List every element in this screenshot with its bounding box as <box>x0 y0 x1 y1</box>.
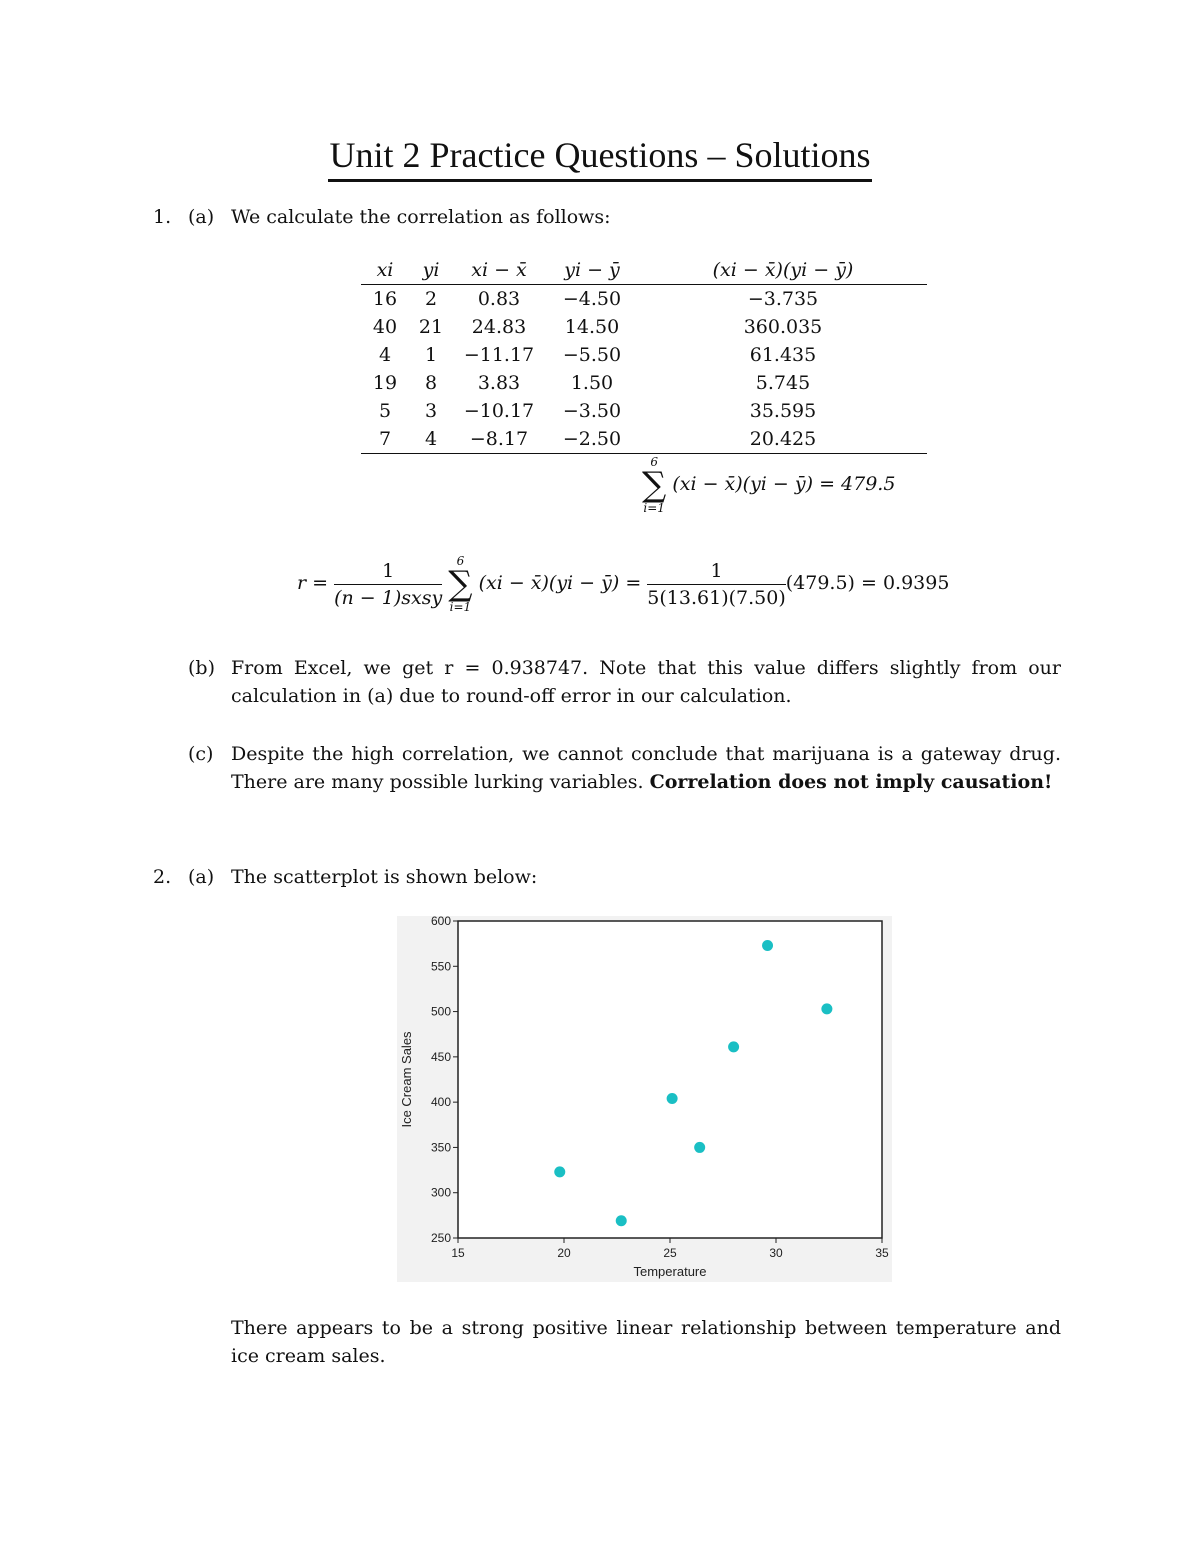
table-cell: 0.83 <box>477 288 521 310</box>
table-cell: 4 <box>378 344 392 366</box>
table-cell: 21 <box>418 316 444 338</box>
table-row <box>361 369 927 397</box>
table-row <box>361 397 927 425</box>
q1a-intro: We calculate the correlation as follows: <box>231 206 611 228</box>
table-cell: 1.50 <box>570 372 614 394</box>
table-cell: 5 <box>378 400 392 422</box>
q1c-text <box>231 740 1061 796</box>
x-tick-label: 30 <box>769 1246 783 1260</box>
r-fraction-1: $\frac{1}{\text{(n − 1)sxsy}}$ <box>334 559 443 609</box>
y-tick-label: 300 <box>430 1185 451 1200</box>
table-cell: 4 <box>409 425 453 454</box>
table-cell: 16 <box>372 288 398 310</box>
q1c-body: Despite the high correlation, we cannot conclude that marijuana is a gateway drug. There are many possible lurking variables. <box>231 743 1061 793</box>
table-cell: −11.17 <box>463 344 535 366</box>
sum-text: (xi − x̄)(yi − ȳ) = 479.5 <box>672 473 896 495</box>
y-tick-label: 550 <box>430 959 451 974</box>
table-cell: 35.595 <box>749 400 817 422</box>
y-tick-label: 600 <box>430 916 451 928</box>
data-point <box>694 1142 705 1153</box>
r-lhs: r = <box>297 572 329 594</box>
table-header-cell: (xi − x̄)(yi − ȳ) <box>639 256 927 285</box>
table-header-cell: yi − ȳ <box>545 256 639 285</box>
table-cell: −3.50 <box>562 400 622 422</box>
q1a-label: (a) <box>188 206 215 228</box>
table-cell: 40 <box>372 316 398 338</box>
table-row <box>361 425 927 454</box>
scatterplot <box>397 916 892 1282</box>
data-point <box>821 1003 832 1014</box>
x-axis-label: Temperature <box>633 1264 707 1279</box>
data-point <box>554 1166 565 1177</box>
table-cell: 3.83 <box>477 372 521 394</box>
sum-expression <box>642 456 895 514</box>
table-header-cell: xi <box>361 256 409 285</box>
r-fraction-2: $\frac{1}{5(13.61)(7.50)}$ <box>647 559 786 609</box>
table-cell: −8.17 <box>453 425 545 454</box>
x-tick-label: 35 <box>875 1246 889 1260</box>
table-header-cell: yi <box>409 256 453 285</box>
q1c-label: (c) <box>188 743 214 765</box>
y-tick-label: 500 <box>430 1004 451 1019</box>
q1b-label: (b) <box>188 657 215 679</box>
y-tick-label: 450 <box>430 1049 451 1064</box>
sum-sigma: 6 ∑ i=1 <box>642 455 667 515</box>
table-cell: 7 <box>361 425 409 454</box>
table-cell: −4.50 <box>562 288 622 310</box>
r-sum-text: (xi − x̄)(yi − ȳ) = <box>478 572 642 594</box>
q2a-label: (a) <box>188 866 215 888</box>
x-tick-label: 25 <box>663 1246 677 1260</box>
table-cell: 24.83 <box>471 316 527 338</box>
table-cell: 14.50 <box>564 316 620 338</box>
data-point <box>762 940 773 951</box>
y-tick-label: 400 <box>430 1095 451 1110</box>
table-cell: 8 <box>424 372 438 394</box>
table-row <box>361 313 927 341</box>
plot-area <box>458 921 882 1238</box>
table-cell: 20.425 <box>639 425 927 454</box>
q2a-intro: The scatterplot is shown below: <box>231 866 538 888</box>
x-tick-label: 20 <box>557 1246 571 1260</box>
table-row <box>361 285 927 314</box>
y-tick-label: 250 <box>430 1231 451 1245</box>
correlation-table <box>361 256 927 454</box>
table-cell: 19 <box>372 372 398 394</box>
r-sigma: 6 ∑ i=1 <box>448 554 473 614</box>
q1-number: 1. <box>153 206 172 228</box>
table-cell: −5.50 <box>562 344 622 366</box>
q1b-text: From Excel, we get r = 0.938747. Note that this value differs slightly from our calculation in (a) due to round-off error in our calculation. <box>231 657 1061 707</box>
table-cell: 5.745 <box>755 372 811 394</box>
table-cell: −3.735 <box>747 288 819 310</box>
x-tick-label: 15 <box>451 1246 465 1260</box>
q2-number: 2. <box>153 866 172 888</box>
data-point <box>667 1093 678 1104</box>
table-cell: −2.50 <box>545 425 639 454</box>
y-tick-label: 350 <box>430 1140 451 1155</box>
table-cell: −10.17 <box>463 400 535 422</box>
q2-conclusion: There appears to be a strong positive linear relationship between temperature and ice cream sales. <box>231 1317 1061 1367</box>
table-header-cell: xi − x̄ <box>453 256 545 285</box>
scatterplot-panel <box>397 916 892 1282</box>
data-point <box>616 1215 627 1226</box>
y-axis-label: Ice Cream Sales <box>399 1031 414 1128</box>
table-cell: 360.035 <box>743 316 823 338</box>
table-cell: 1 <box>424 344 438 366</box>
table-cell: 61.435 <box>749 344 817 366</box>
r-formula <box>297 555 949 613</box>
r-result: (479.5) = 0.9395 <box>785 572 950 594</box>
page-title: Unit 2 Practice Questions – Solutions <box>0 134 1200 176</box>
table-cell: 2 <box>424 288 438 310</box>
data-point <box>728 1041 739 1052</box>
q1c-bold: Correlation does not imply causation! <box>649 771 1053 793</box>
table-row <box>361 341 927 369</box>
table-cell: 3 <box>424 400 438 422</box>
